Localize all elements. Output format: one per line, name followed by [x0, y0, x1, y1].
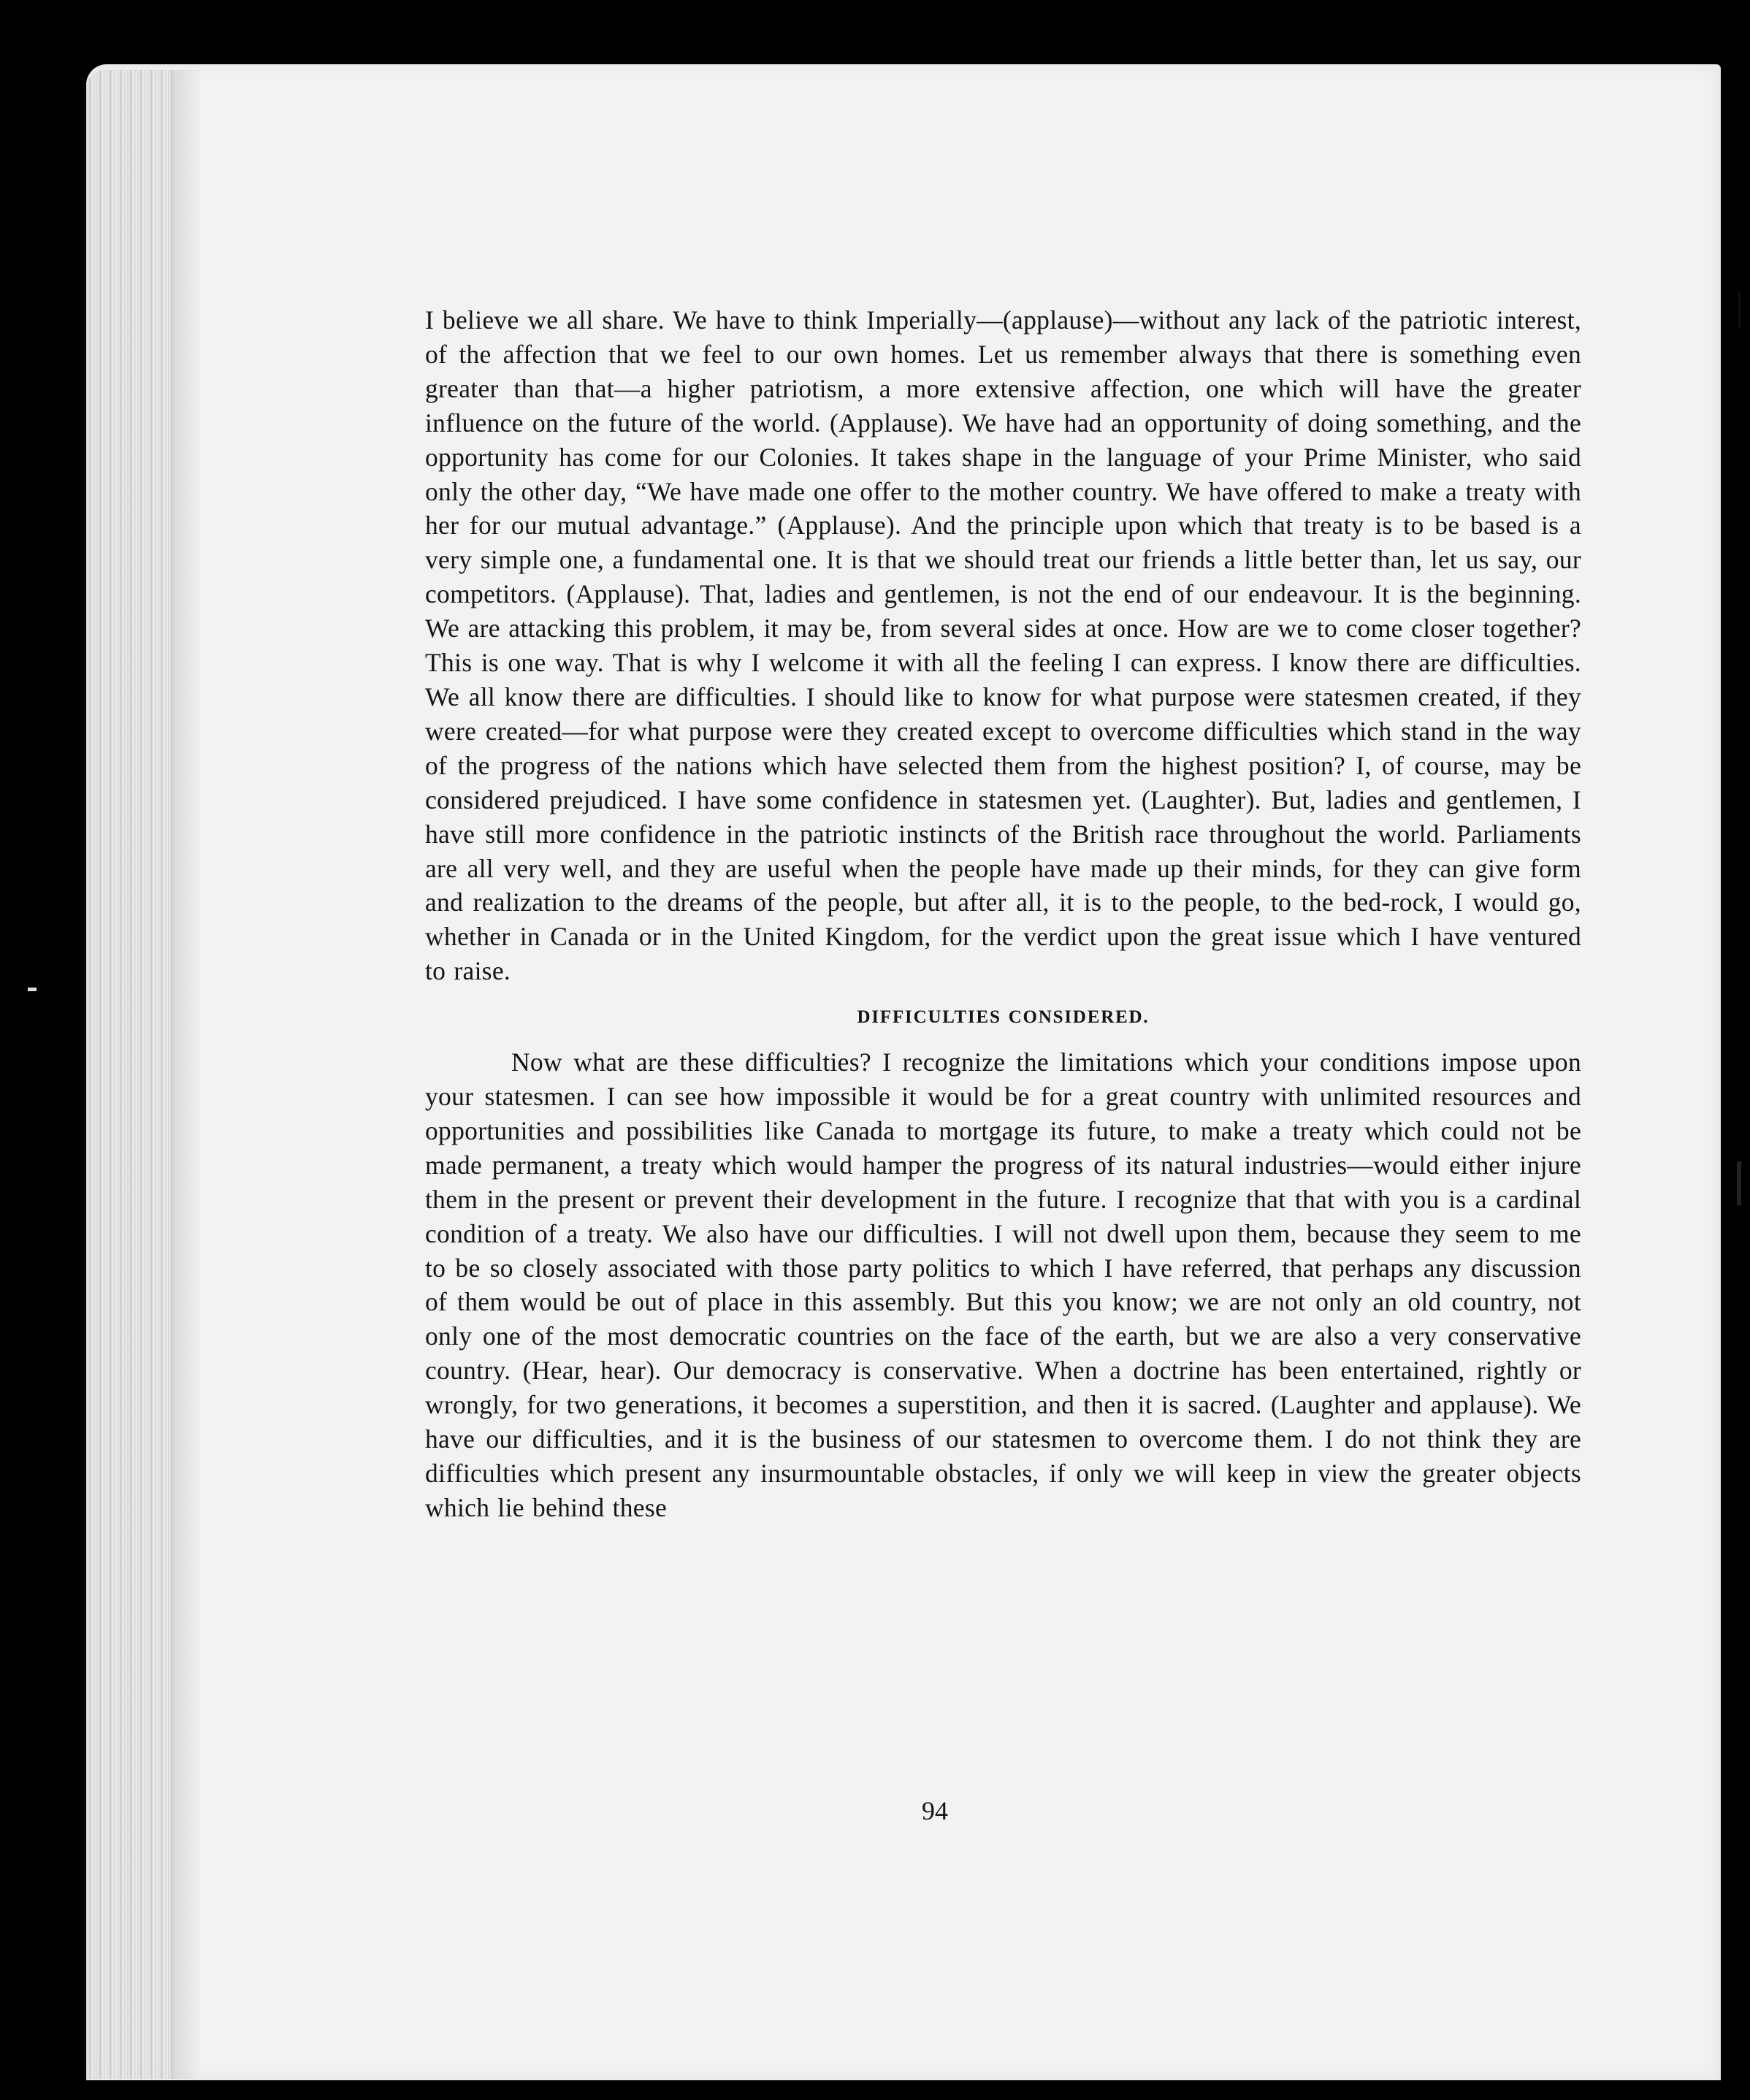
right-edge-mark-top [1738, 292, 1741, 329]
page-binding-edge [86, 70, 172, 2079]
right-page-edge [1721, 64, 1750, 2100]
right-edge-mark-bottom [1737, 1161, 1741, 1205]
page-number: 94 [922, 1796, 948, 1825]
body-text [425, 303, 1581, 1525]
paragraph-1: I believe we all share. We have to think Imperially—(applause)—without any lack of the patriotic interest, of the affection that we feel to our own homes. Let us remember always that there is something even greater than that—a higher patriotism, a more extensive affection, one which will have the greater influence on the future of the world. (Applause). We have had an opportunity of doing something, and the opportunity has come for our Colonies. It takes shape in the language of your Prime Minister, who said only the other day, “We have made one offer to the mother country. We have offered to make a treaty with her for our mutual advantage.” (Applause). And the principle upon which that treaty is to be based is a very simple one, a fundamental one. It is that we should treat our friends a little better than, let us say, our competitors. (Applause). That, ladies and gentlemen, is not the end of our endeavour. It is the beginning. We are attacking this problem, it may be, from several sides at once. How are we to come closer together? This is one way. That is why I welcome it with all the feeling I can express. I know there are difficulties. We all know there are difficulties. I should like to know for what purpose were statesmen created, if they were created—for what purpose were they created except to overcome difficulties which stand in the way of the progress of the nations which have selected them from the highest position? I, of course, may be considered prejudiced. I have some confidence in statesmen yet. (Laughter). But, ladies and gentlemen, I have still more confidence in the patriotic instincts of the British race throughout the world. Parliaments are all very well, and they are useful when the people have made up their minds, for they can give form and realization to the dreams of the people, but after all, it is to the people, to the bed-rock, I would go, whether in Canada or in the United Kingdom, for the verdict upon the great issue which I have ventured to raise. [425, 305, 1581, 986]
binding-shadow [172, 70, 202, 2079]
paragraph-2: Now what are these difficulties? I recognize the limitations which your conditions impose upon your statesmen. I can see how impossible it would be for a great country with unlimited resources and opportunities and possibilities like Canada to mortgage its future, to make a treaty which could not be made permanent, a treaty which would hamper the progress of its natural industries—would either injure them in the present or prevent their development in the future. I recognize that that with you is a cardinal condition of a treaty. We also have our difficulties. I will not dwell upon them, because they seem to me to be so closely associated with those party politics to which I have referred, that perhaps any discussion of them would be out of place in this assembly. But this you know; we are not only an old country, not only one of the most democratic countries on the face of the earth, but we are also a very conservative country. (Hear, hear). Our democracy is conservative. When a doctrine has been entertained, rightly or wrongly, for two generations, it becomes a superstition, and then it is sacred. (Laughter and applause). We have our difficulties, and it is the business of our statesmen to overcome them. I do not think they are difficulties which present any insurmountable obstacles, if only we will keep in view the greater objects which lie behind these [425, 1047, 1581, 1522]
section-heading: DIFFICULTIES CONSIDERED. [857, 1007, 1150, 1028]
left-edge-speck [28, 988, 37, 991]
